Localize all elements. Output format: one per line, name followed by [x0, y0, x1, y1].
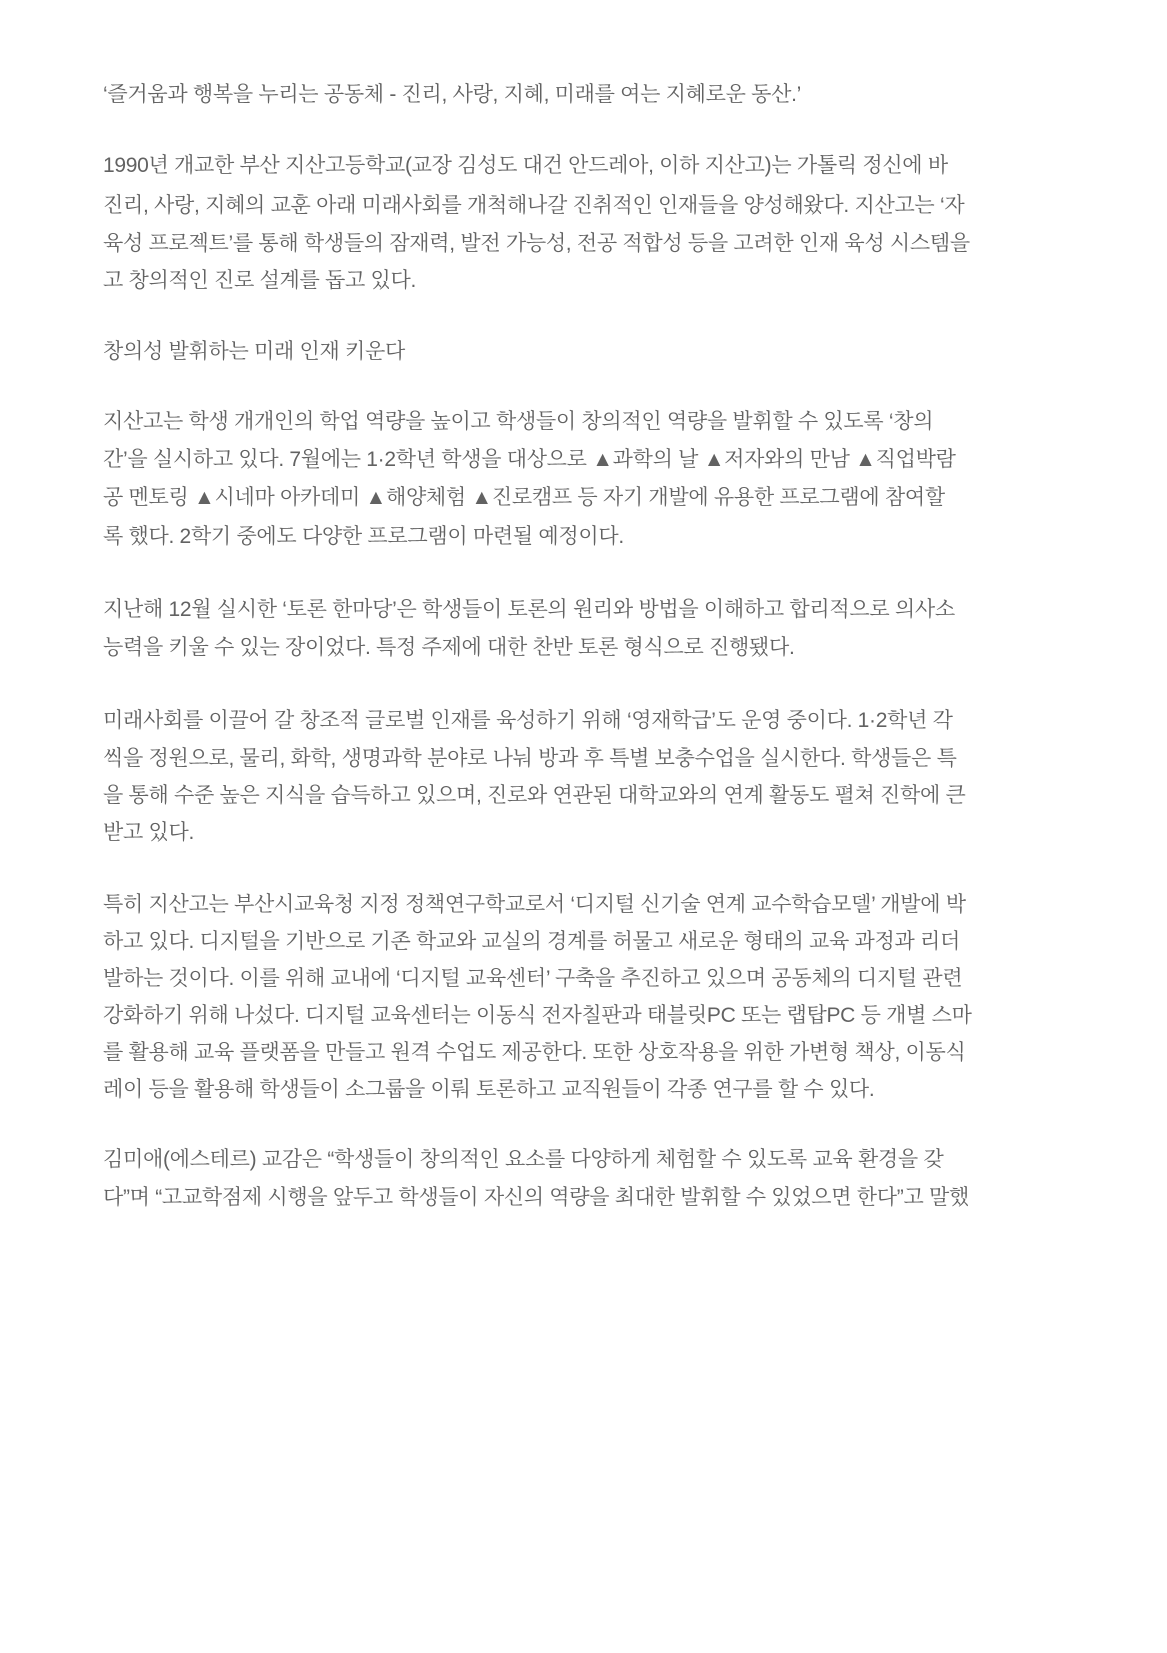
text-line: 능력을 키울 수 있는 장이었다. 특정 주제에 대한 찬반 토론 형식으로 진행됐다.: [103, 636, 795, 659]
section-heading: 창의성 발휘하는 미래 인재 키운다: [103, 340, 405, 363]
text-line: 지난해 12월 실시한 ‘토론 한마당’은 학생들이 토론의 원리와 방법을 이해하고 합리적으로 의사소: [103, 598, 955, 621]
text-line: 육성 프로젝트’를 통해 학생들의 잠재력, 발전 가능성, 전공 적합성 등을 고려한 인재 육성 시스템을: [103, 232, 970, 255]
text-line: 고 창의적인 진로 설계를 돕고 있다.: [103, 269, 417, 292]
text-line: 록 했다. 2학기 중에도 다양한 프로그램이 마련될 예정이다.: [103, 525, 624, 548]
text-line: 다”며 “고교학점제 시행을 앞두고 학생들이 자신의 역량을 최대한 발휘할 수 있었으면 한다”고 말했: [103, 1186, 969, 1209]
text-line: 진리, 사랑, 지혜의 교훈 아래 미래사회를 개척해나갈 진취적인 인재들을 양성해왔다. 지산고는 ‘자: [103, 194, 965, 217]
text-line: 김미애(에스테르) 교감은 “학생들이 창의적인 요소를 다양하게 체험할 수 있도록 교육 환경을 갖: [103, 1148, 944, 1171]
text-line: 지산고는 학생 개개인의 학업 역량을 높이고 학생들이 창의적인 역량을 발휘할 수 있도록 ‘창의: [103, 410, 934, 433]
text-line: 강화하기 위해 나섰다. 디지털 교육센터는 이동식 전자칠판과 태블릿PC 또는 랩탑PC 등 개별 스마: [103, 1004, 972, 1027]
text-line: 공 멘토링 ▲시네마 아카데미 ▲해양체험 ▲진로캠프 등 자기 개발에 유용한 프로그램에 참여할: [103, 486, 945, 509]
text-line: 레이 등을 활용해 학생들이 소그룹을 이뤄 토론하고 교직원들이 각종 연구를 할 수 있다.: [103, 1078, 875, 1101]
text-line: 특히 지산고는 부산시교육청 지정 정책연구학교로서 ‘디지털 신기술 연계 교수학습모델’ 개발에 박: [103, 893, 966, 916]
text-line: 씩을 정원으로, 물리, 화학, 생명과학 분야로 나눠 방과 후 특별 보충수업을 실시한다. 학생들은 특: [103, 747, 957, 770]
article-motto: ‘즐거움과 행복을 누리는 공동체 - 진리, 사랑, 지혜, 미래를 여는 지혜로운 동산.’: [103, 83, 802, 106]
text-line: 을 통해 수준 높은 지식을 습득하고 있으며, 진로와 연관된 대학교와의 연계 활동도 펼쳐 진학에 큰: [103, 784, 966, 807]
text-line: 발하는 것이다. 이를 위해 교내에 ‘디지털 교육센터’ 구축을 추진하고 있으며 공동체의 디지털 관련: [103, 967, 963, 990]
text-line: 간’을 실시하고 있다. 7월에는 1·2학년 학생을 대상으로 ▲과학의 날 ▲저자와의 만남 ▲직업박람: [103, 448, 956, 471]
text-line: 1990년 개교한 부산 지산고등학교(교장 김성도 대건 안드레아, 이하 지산고)는 가톨릭 정신에 바: [103, 154, 948, 177]
text-line: 를 활용해 교육 플랫폼을 만들고 원격 수업도 제공한다. 또한 상호작용을 위한 가변형 책상, 이동식: [103, 1041, 966, 1064]
text-line: 미래사회를 이끌어 갈 창조적 글로벌 인재를 육성하기 위해 ‘영재학급’도 운영 중이다. 1·2학년 각: [103, 709, 953, 732]
text-line: 하고 있다. 디지털을 기반으로 기존 학교와 교실의 경계를 허물고 새로운 형태의 교육 과정과 리더: [103, 930, 960, 953]
text-line: 받고 있다.: [103, 821, 195, 844]
